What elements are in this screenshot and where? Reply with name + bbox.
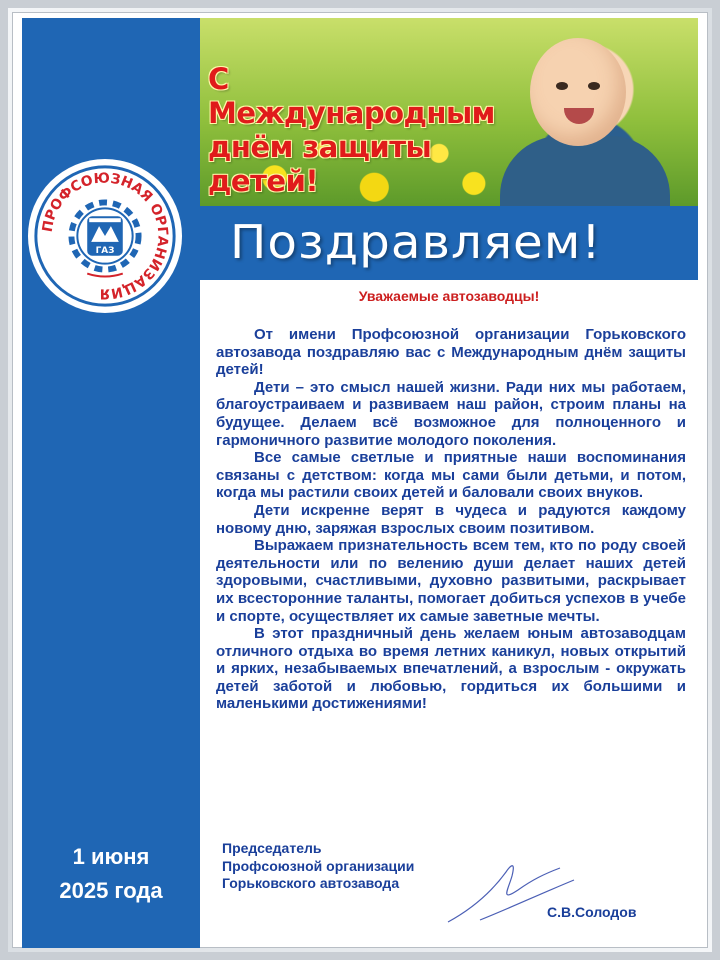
congrats-heading: Поздравляем! bbox=[230, 215, 602, 269]
signature-factory: Горьковского автозавода bbox=[222, 875, 400, 891]
signer-name: С.В.Солодов bbox=[547, 904, 637, 920]
letter-body bbox=[216, 326, 686, 713]
baby-face bbox=[530, 38, 626, 146]
banner-title: С Международным днём защиты детей! bbox=[208, 62, 495, 198]
gaz-emblem-icon bbox=[87, 216, 123, 256]
date-day: 1 июня bbox=[72, 844, 150, 869]
logo-ring-text: ПРОФСОЮЗНАЯ ОРГАНИЗАЦИЯ bbox=[39, 170, 171, 302]
letter-paragraph: Выражаем признательность всем тем, кто по роду своей деятельности или по велению души делает наших детей здоровыми, счастливыми, духовно развитыми, раскрывает их всесторонние таланты, помогает добиться успехов в учебе и спорте, осуществляет их самые заветные мечты. bbox=[216, 537, 686, 625]
signature-org: Профсоюзной организации bbox=[222, 857, 415, 874]
baby-eye-left bbox=[556, 82, 568, 90]
baby-eye-right bbox=[588, 82, 600, 90]
letter-paragraph: Все самые светлые и приятные наши воспоминания связаны с детством: когда мы сами были детьми, и потом, когда мы растили своих детей и баловали своих внуков. bbox=[216, 449, 686, 502]
letter-area bbox=[200, 280, 698, 840]
union-logo bbox=[26, 157, 184, 315]
baby-overalls bbox=[500, 136, 670, 206]
letter-paragraph: В этот праздничный день желаем юным автозаводцам отличного отдыха во время летних каникул, новых открытий и ярких, незабываемых впечатлений, а взрослым - окружать детей заботой и любовью, гордиться их большими и маленькими достижениями! bbox=[216, 625, 686, 713]
baby-mouth bbox=[564, 108, 594, 124]
signature-title: Председатель bbox=[222, 840, 322, 856]
date-block bbox=[22, 840, 200, 908]
congrats-bar bbox=[200, 206, 698, 280]
letter-paragraph: Дети – это смысл нашей жизни. Ради них мы работаем, благоустраиваем и развиваем наш район, строим планы на будущее. Делаем всё возможное для полноценного и гармоничного развитие молодого поколения. bbox=[216, 378, 686, 449]
date-year: 2025 года bbox=[59, 878, 163, 903]
logo-emblem-text: ГАЗ bbox=[95, 245, 115, 256]
letter-paragraph: Дети искренне верят в чудеса и радуются каждому новому дню, заряжая взрослых своим позитивом. bbox=[216, 501, 686, 537]
letter-greeting: Уважаемые автозаводцы! bbox=[358, 288, 540, 304]
letter-paragraph: От имени Профсоюзной организации Горьковского автозавода поздравляю вас с Международным днём защиты детей! bbox=[216, 326, 686, 379]
header-banner bbox=[200, 18, 698, 206]
